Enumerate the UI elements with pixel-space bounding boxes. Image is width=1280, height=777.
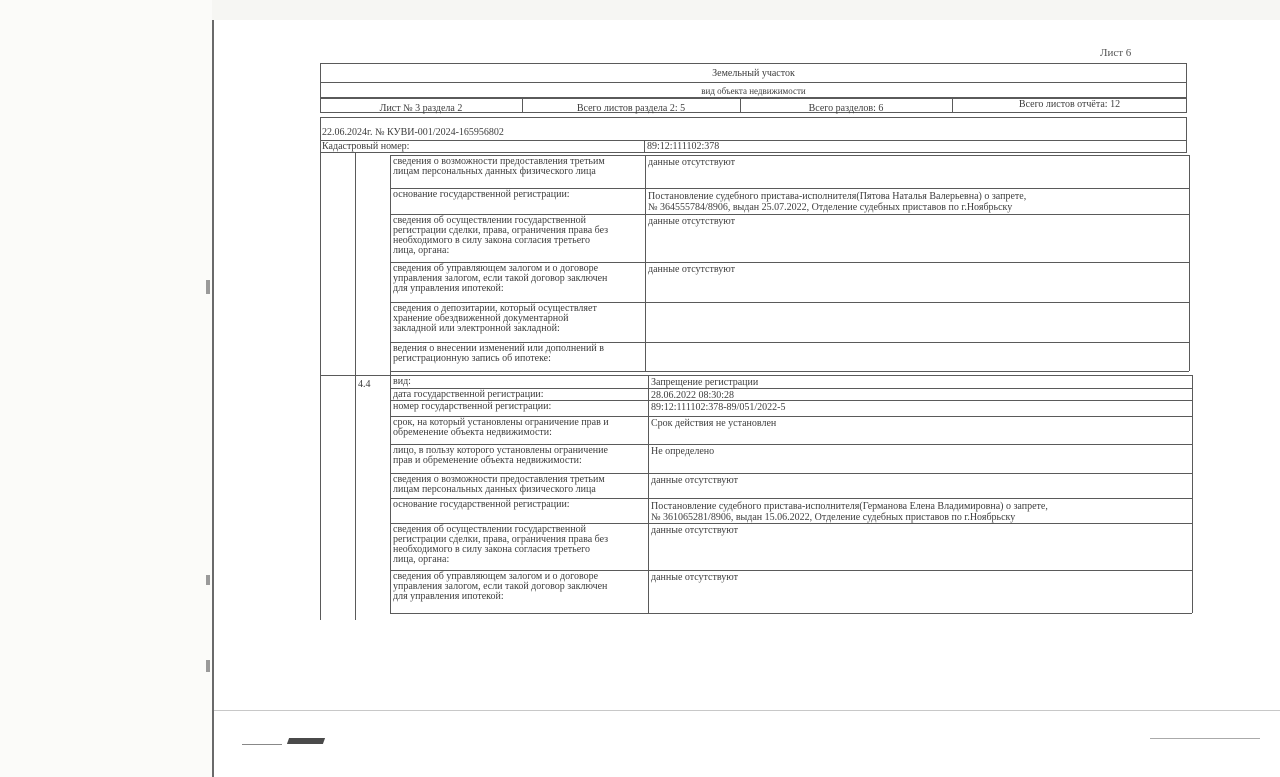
row-label xyxy=(393,500,648,510)
divider xyxy=(320,375,390,376)
divider xyxy=(1192,375,1193,613)
row-label xyxy=(393,190,648,200)
cadastral-number: 89:12:111102:378 xyxy=(647,141,720,152)
row-value-line: 89:12:111102:378-89/051/2022-5 xyxy=(651,402,786,413)
row-label xyxy=(393,344,648,364)
object-type-caption: вид объекта недвижимости xyxy=(701,86,806,96)
row-value-line: данные отсутствуют xyxy=(651,525,738,536)
row-label xyxy=(393,390,648,400)
row-label-line: основание государственной регистрации: xyxy=(393,189,570,200)
row-value-line: Постановление судебного пристава-исполнителя(Пятова Наталья Валерьевна) о запрете, xyxy=(648,191,1027,202)
row-label xyxy=(393,418,648,438)
scan-artifact xyxy=(287,738,325,744)
row-label-line: основание государственной регистрации: xyxy=(393,499,570,510)
row-value xyxy=(648,158,735,168)
row-label-line: дата государственной регистрации: xyxy=(393,389,544,400)
row-value xyxy=(651,526,738,536)
row-label-line: сведения об управляющем залогом и о договоре xyxy=(393,571,599,582)
row-label-line: управления залогом, если такой договор заключен xyxy=(393,581,608,592)
row-value xyxy=(648,191,1026,213)
row-label-line: сведения об осуществлении государственной xyxy=(393,215,586,226)
row-label xyxy=(393,572,648,602)
divider xyxy=(390,155,391,613)
scan-artifact xyxy=(1150,738,1260,739)
scan-background xyxy=(0,0,212,777)
row-value xyxy=(651,378,758,388)
divider xyxy=(390,613,1192,614)
row-label-line: регистрации сделки, права, ограничения права без xyxy=(393,225,609,236)
row-label-line: для управления ипотекой: xyxy=(393,283,504,294)
row-label-line: лицам персональных данных физического лица xyxy=(393,166,596,177)
divider xyxy=(320,153,321,620)
row-label xyxy=(393,402,648,412)
total-sections: Всего разделов: 6 xyxy=(808,103,884,114)
divider xyxy=(644,140,645,153)
divider xyxy=(390,375,1192,376)
row-value-line: 28.06.2022 08:30:28 xyxy=(651,390,735,401)
row-value xyxy=(651,501,1048,523)
row-label xyxy=(393,475,648,495)
sheet-of-section: Лист № 3 раздела 2 xyxy=(379,103,463,114)
row-label-line: лица, органа: xyxy=(393,554,450,565)
row-value xyxy=(648,265,735,275)
row-value-line: Запрещение регистрации xyxy=(651,377,759,388)
row-label-line: сведения о возможности предоставления третьим xyxy=(393,156,605,167)
row-value-line: данные отсутствуют xyxy=(651,572,738,583)
divider xyxy=(1189,155,1190,371)
divider xyxy=(320,82,1187,83)
row-value xyxy=(651,419,776,429)
row-label xyxy=(393,446,648,466)
row-label-line: сведения о депозитарии, который осуществляет xyxy=(393,303,597,314)
row-label-line: обременение объекта недвижимости: xyxy=(393,427,552,438)
row-label-line: ведения о внесении изменений или дополнений в xyxy=(393,343,604,354)
row-value xyxy=(651,447,714,457)
row-value-line: данные отсутствуют xyxy=(648,264,735,275)
row-value-line: Постановление судебного пристава-исполнителя(Германова Елена Владимировна) о запрете, xyxy=(651,501,1048,512)
scan-artifact xyxy=(206,660,210,672)
sheet-number: Лист 6 xyxy=(1100,47,1132,59)
row-label-line: управления залогом, если такой договор заключен xyxy=(393,273,608,284)
row-label-line: сведения о возможности предоставления третьим xyxy=(393,474,605,485)
row-label-line: номер государственной регистрации: xyxy=(393,401,552,412)
object-type: Земельный участок xyxy=(712,68,795,79)
scan-artifact xyxy=(206,575,210,585)
row-label-line: прав и обременение объекта недвижимости: xyxy=(393,455,582,466)
divider xyxy=(648,375,649,613)
row-label-line: вид: xyxy=(393,376,411,387)
row-label-line: сведения об управляющем залогом и о договоре xyxy=(393,263,599,274)
scan-artifact xyxy=(242,744,282,745)
scan-artifact xyxy=(206,280,210,294)
row-label-line: лица, органа: xyxy=(393,245,450,256)
row-label-line: необходимого в силу закона согласия третьего xyxy=(393,544,590,555)
row-value-line: данные отсутствуют xyxy=(651,475,738,486)
section-number: 4.4 xyxy=(358,379,371,390)
row-label xyxy=(393,377,648,387)
row-value xyxy=(651,391,734,401)
row-label-line: необходимого в силу закона согласия третьего xyxy=(393,235,590,246)
total-report-sheets: Всего листов отчёта: 12 xyxy=(1018,99,1121,110)
scan-artifact xyxy=(214,710,1280,711)
row-label-line: сведения об осуществлении государственной xyxy=(393,524,586,535)
row-label-line: лицо, в пользу которого установлены ограничение xyxy=(393,445,608,456)
row-label-line: хранение обездвиженной документарной xyxy=(393,313,569,324)
row-label-line: лицам персональных данных физического лица xyxy=(393,484,596,495)
row-value-line: Не определено xyxy=(651,446,715,457)
cadastral-label: Кадастровый номер: xyxy=(322,141,410,152)
row-value-line: № 364555784/8906, выдан 25.07.2022, Отделение судебных приставов по г.Ноябрьску xyxy=(648,202,1013,213)
row-value xyxy=(651,403,785,413)
row-label xyxy=(393,525,648,565)
row-label xyxy=(393,264,648,294)
row-value xyxy=(648,217,735,227)
row-value-line: данные отсутствуют xyxy=(648,157,735,168)
page-edge xyxy=(212,20,214,777)
divider xyxy=(320,140,1187,141)
row-value-line: № 361065281/8906, выдан 15.06.2022, Отделение судебных приставов по г.Ноябрьску xyxy=(651,512,1016,523)
row-label-line: закладной или электронной закладной: xyxy=(393,323,560,334)
row-value xyxy=(651,476,738,486)
row-label xyxy=(393,304,648,334)
row-label-line: регистрации сделки, права, ограничения права без xyxy=(393,534,609,545)
total-section-sheets: Всего листов раздела 2: 5 xyxy=(576,103,686,114)
row-value-line: данные отсутствуют xyxy=(648,216,735,227)
row-label-line: для управления ипотекой: xyxy=(393,591,504,602)
divider xyxy=(390,371,1189,372)
row-label-line: регистрационную запись об ипотеке: xyxy=(393,353,551,364)
document-ref: 22.06.2024г. № КУВИ-001/2024-165956802 xyxy=(322,127,504,138)
divider xyxy=(355,153,356,620)
row-value-line: Срок действия не установлен xyxy=(651,418,777,429)
row-value xyxy=(651,573,738,583)
row-label-line: срок, на который установлены ограничение прав и xyxy=(393,417,609,428)
row-label xyxy=(393,157,648,177)
row-label xyxy=(393,216,648,256)
